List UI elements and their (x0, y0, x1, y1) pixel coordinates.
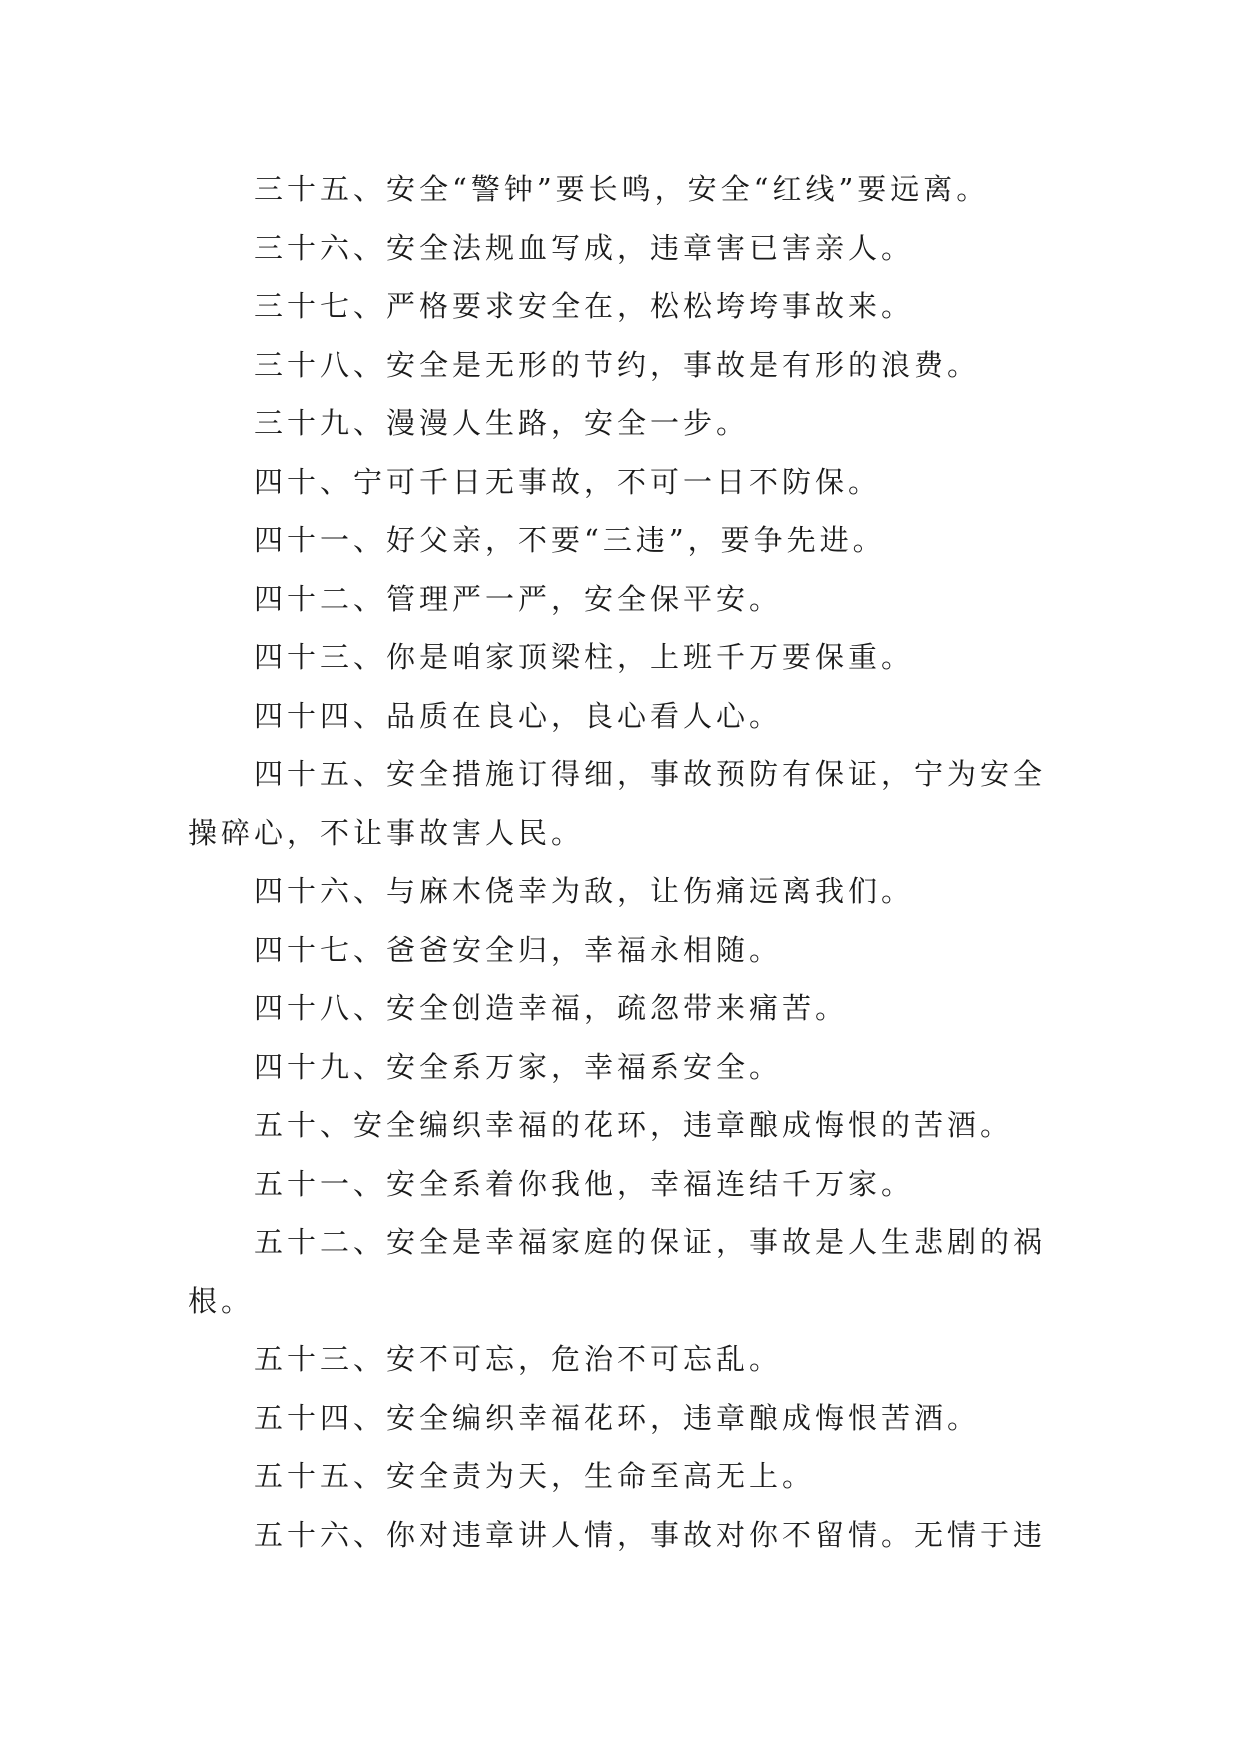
paragraph-37: 三十七、严格要求安全在，松松垮垮事故来。 (254, 289, 915, 323)
paragraph-48: 四十八、安全创造幸福，疏忽带来痛苦。 (254, 991, 849, 1025)
paragraph-43: 四十三、你是咱家顶梁柱，上班千万要保重。 (254, 640, 915, 674)
paragraph-50: 五十、安全编织幸福的花环，违章酿成悔恨的苦酒。 (254, 1108, 1014, 1142)
paragraph-42: 四十二、管理严一严，安全保平安。 (254, 581, 783, 616)
paragraph-52: 五十二、安全是幸福家庭的保证，事故是人生悲剧的祸根。 (188, 1225, 1047, 1318)
paragraph-39: 三十九、漫漫人生路，安全一步。 (254, 406, 750, 440)
paragraph-53: 五十三、安不可忘，危治不可忘乱。 (254, 1342, 783, 1376)
paragraph-41: 四十一、好父亲，不要“三违”，要争先进。 (254, 523, 886, 557)
paragraph-47: 四十七、爸爸安全归，幸福永相随。 (254, 932, 783, 967)
paragraph-56: 五十六、你对违章讲人情，事故对你不留情。无情于违 (254, 1517, 1047, 1552)
paragraph-45: 四十五、安全措施订得细，事故预防有保证，宁为安全操碎心，不让事故害人民。 (188, 757, 1047, 850)
paragraph-54: 五十四、安全编织幸福花环，违章酿成悔恨苦酒。 (254, 1400, 981, 1435)
paragraph-51: 五十一、安全系着你我他，幸福连结千万家。 (254, 1166, 915, 1201)
paragraph-38: 三十八、安全是无形的节约，事故是有形的浪费。 (254, 347, 981, 382)
paragraph-55: 五十五、安全责为天，生命至高无上。 (254, 1459, 816, 1493)
paragraph-44: 四十四、品质在良心，良心看人心。 (254, 698, 783, 733)
document-body (188, 160, 1068, 1564)
paragraph-35: 三十五、安全“警钟”要长鸣，安全“红线”要远离。 (254, 172, 990, 206)
paragraph-40: 四十、宁可千日无事故，不可一日不防保。 (254, 464, 882, 499)
paragraph-46: 四十六、与麻木侥幸为敌，让伤痛远离我们。 (254, 874, 915, 908)
paragraph-36: 三十六、安全法规血写成，违章害已害亲人。 (254, 230, 915, 265)
paragraph-49: 四十九、安全系万家，幸福系安全。 (254, 1049, 783, 1084)
